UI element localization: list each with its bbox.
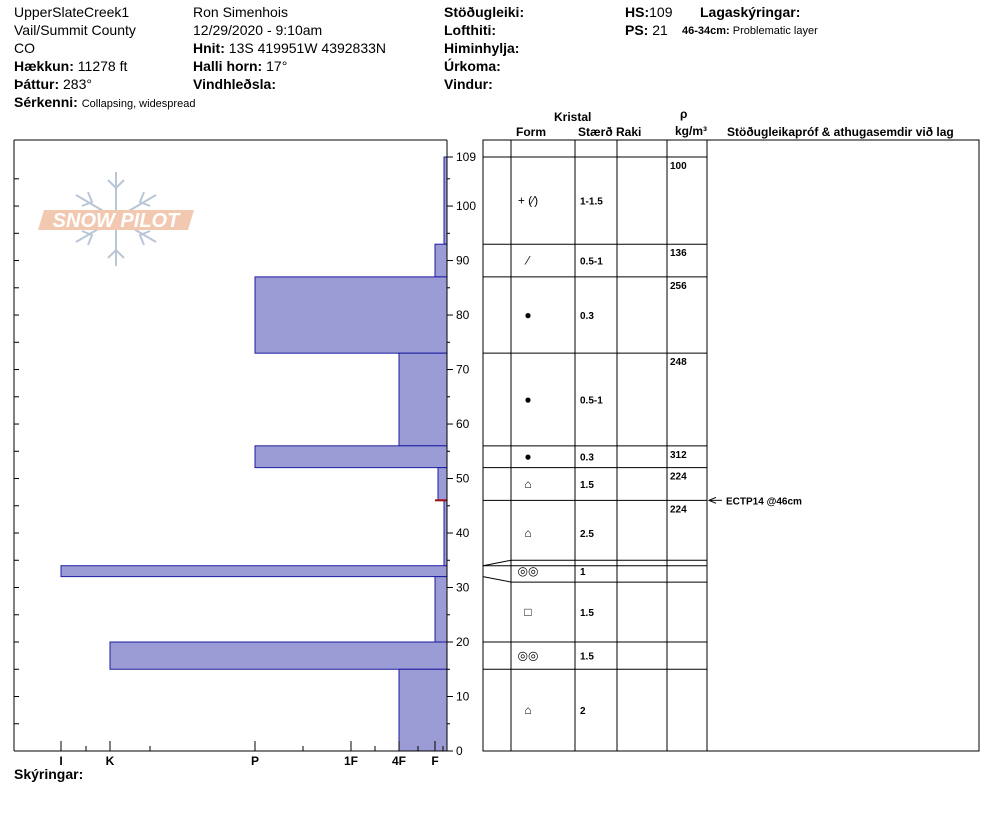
density-unit-header: kg/m³ <box>675 124 708 138</box>
depth-tick-label: 0 <box>456 744 463 758</box>
grain-form-symbol: ⁄ <box>526 253 530 268</box>
grain-size-label: 1.5 <box>580 608 594 620</box>
grain-form-symbol: ⌂ <box>524 526 532 541</box>
grain-size-label: 1-1.5 <box>580 196 603 208</box>
grain-form-symbol: + (⁄) <box>517 193 539 208</box>
density-value-label: 224 <box>670 504 687 516</box>
depth-axis <box>447 150 476 758</box>
grain-size-label: 1.5 <box>580 651 594 663</box>
aspect-label: Þáttur: <box>14 76 60 92</box>
grain-size-label: 1.5 <box>580 479 594 491</box>
depth-tick-label: 60 <box>456 417 470 432</box>
hardness-bar <box>435 577 447 642</box>
hardness-tick-label: 1F <box>343 754 359 768</box>
features-value: Collapsing, widespread <box>81 98 196 110</box>
elevation-label: Hækkun: <box>14 58 74 74</box>
moisture-header: Raki <box>616 125 642 139</box>
hardness-tick-label: P <box>250 754 260 768</box>
hardness-bar <box>438 468 447 501</box>
depth-tick-label: 80 <box>456 308 470 323</box>
grain-size-label: 1 <box>580 567 586 579</box>
coords-value: 13S 419951W 4392833N <box>228 40 387 56</box>
grain-form-symbol: □ <box>524 605 532 620</box>
hardness-bar <box>61 566 447 577</box>
density-value-label: 312 <box>670 449 687 461</box>
hardness-bar <box>255 277 447 353</box>
location-name: UpperSlateCreek1 <box>14 4 130 20</box>
depth-tick-label: 20 <box>456 635 470 650</box>
stability-label: Stöðugleiki: <box>444 4 525 20</box>
elevation-value: 11278 ft <box>77 58 128 74</box>
hardness-tick-label: 4F <box>391 754 407 768</box>
layer-note-range: 46-34cm: <box>682 25 730 37</box>
hardness-bar <box>110 642 447 669</box>
grain-form-symbol: ◎◎ <box>517 564 539 579</box>
ps-label: PS: <box>625 22 649 38</box>
hardness-tick-label: F <box>431 754 439 768</box>
depth-tick-label: 100 <box>456 199 477 214</box>
slope-label: Halli horn: <box>193 58 263 74</box>
hardness-tick-label: I <box>59 754 63 768</box>
hardness-bars <box>61 157 447 751</box>
depth-tick-label: 50 <box>456 471 470 486</box>
depth-tick-label: 70 <box>456 362 470 377</box>
grain-form-symbol: ● <box>524 449 532 464</box>
density-value-label: 224 <box>670 471 687 483</box>
grain-size-label: 2 <box>580 706 586 718</box>
ps-value: 21 <box>652 22 668 38</box>
hardness-bar <box>435 244 447 277</box>
coords-label: Hnit: <box>193 40 225 56</box>
features-label: Sérkenni: <box>14 94 78 110</box>
hs-value: 109 <box>649 4 673 20</box>
observation-datetime: 12/29/2020 - 9:10am <box>193 22 323 38</box>
density-value-label: 136 <box>670 248 687 260</box>
hs-label: HS: <box>625 4 650 20</box>
density-value-label: 248 <box>670 357 687 369</box>
grain-size-label: 0.5-1 <box>580 395 603 407</box>
grain-form-symbol: ● <box>524 308 532 323</box>
tests-header: Stöðugleikapróf & athugasemdir við lag <box>727 125 954 139</box>
state-name: CO <box>14 40 35 56</box>
comments-label: Skýringar: <box>14 766 84 782</box>
hardness-axis <box>59 741 443 768</box>
hardness-bar <box>399 669 447 751</box>
density-value-label: 256 <box>670 280 687 292</box>
depth-tick-label: 40 <box>456 526 470 541</box>
grain-size-label: 2.5 <box>580 529 594 541</box>
density-value-label: 100 <box>670 161 687 172</box>
hardness-bar <box>255 446 447 468</box>
wind-loading-label: Vindhleðsla: <box>193 76 276 92</box>
grain-form-symbol: ⌂ <box>524 703 532 718</box>
layer-table <box>483 140 979 751</box>
air-temp-label: Lofthiti: <box>444 22 497 38</box>
form-header: Form <box>516 125 546 139</box>
sky-label: Himinhylja: <box>444 40 520 56</box>
grain-size-label: 0.5-1 <box>580 256 603 268</box>
depth-tick-label: 109 <box>456 150 477 164</box>
aspect-value: 283° <box>63 76 92 92</box>
rho-header: ρ <box>680 107 688 121</box>
grain-size-label: 0.3 <box>580 452 594 464</box>
hardness-bar <box>399 353 447 446</box>
layer-notes-label: Lagaskýringar: <box>700 4 801 20</box>
layer-note-text: Problematic layer <box>732 25 818 37</box>
hardness-tick-label: K <box>105 754 115 768</box>
slope-value: 17° <box>266 58 288 74</box>
depth-tick-label: 90 <box>456 253 470 268</box>
depth-tick-label: 30 <box>456 580 470 595</box>
precip-label: Úrkoma: <box>444 58 501 74</box>
grain-form-symbol: ● <box>524 392 532 407</box>
grain-form-symbol: ◎◎ <box>517 648 539 663</box>
wind-label: Vindur: <box>444 76 493 92</box>
crystal-header: Kristal <box>554 110 592 124</box>
stability-test <box>709 496 802 507</box>
county-name: Vail/Summit County <box>14 22 136 38</box>
observer-name: Ron Simenhois <box>193 4 288 20</box>
depth-tick-label: 10 <box>456 689 470 704</box>
size-header: Stærð <box>578 125 613 139</box>
grain-form-symbol: ⌂ <box>524 476 532 491</box>
test-result-label: ECTP14 @46cm <box>726 496 802 508</box>
logo-text: SNOW PILOT <box>52 210 180 232</box>
grain-size-label: 0.3 <box>580 311 594 323</box>
